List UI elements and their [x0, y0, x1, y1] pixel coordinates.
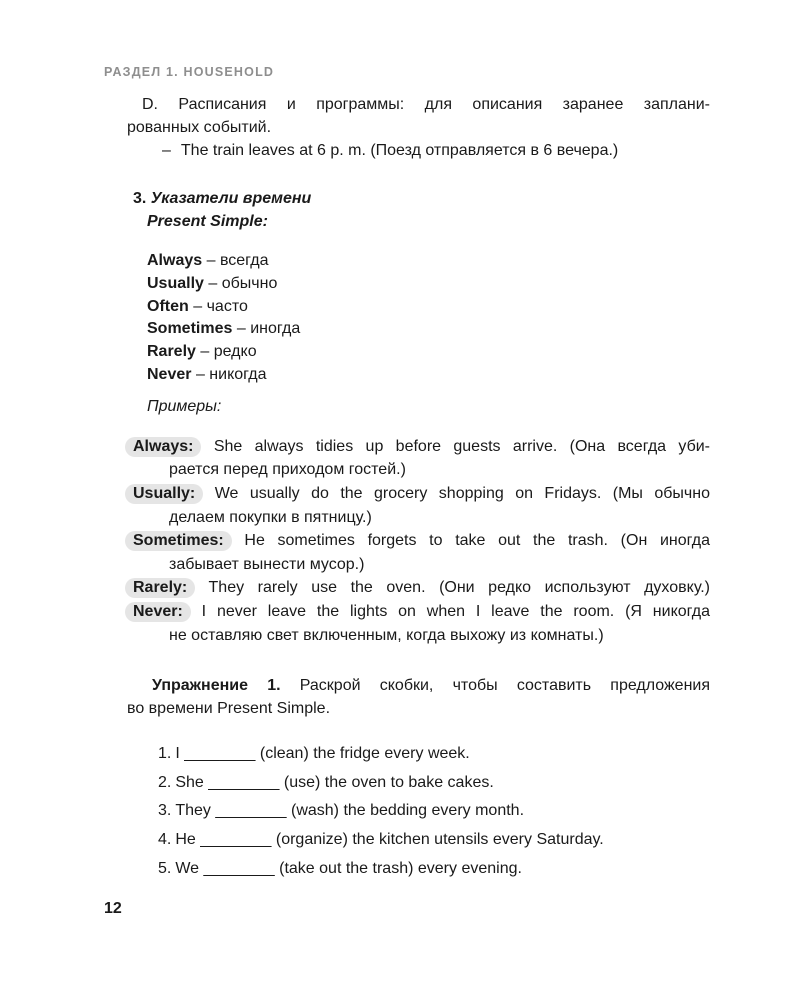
example-train-text: The train leaves at 6 p. m. (Поезд отправляется в 6 вечера.)	[180, 142, 619, 159]
task-number: 3.	[158, 802, 172, 820]
adverb-ru: всегда	[219, 252, 269, 269]
example-sometimes	[133, 529, 710, 576]
adverb-ru: редко	[213, 343, 257, 361]
adverb-en: Usually	[147, 274, 204, 292]
adverb-en: Always	[147, 252, 203, 269]
adverb-en: Often	[147, 297, 189, 315]
list-item	[147, 273, 710, 296]
dash-separator: –	[195, 365, 205, 383]
task-item	[158, 742, 710, 765]
adverb-ru: иногда	[250, 320, 301, 338]
frequency-badge: Rarely:	[125, 578, 195, 598]
task-number: 1.	[158, 745, 172, 763]
running-head: РАЗДЕЛ 1. HOUSEHOLD	[104, 65, 275, 79]
adverb-ru: обычно	[221, 274, 278, 292]
example-first-line	[133, 529, 710, 553]
task-item	[158, 828, 710, 851]
list-item	[147, 250, 710, 273]
section3-number: 3.	[133, 190, 147, 207]
frequency-badge: Sometimes:	[125, 531, 232, 551]
list-item	[147, 364, 710, 387]
exercise-intro	[127, 674, 710, 720]
example-text: They rarely use the oven. (Они редко используют духовку.)	[208, 579, 711, 597]
example-text: I never leave the lights on when I leave the room. (Я никогда	[201, 602, 710, 620]
examples-block	[127, 435, 710, 647]
list-item	[147, 296, 710, 319]
example-continuation: забывает вынести мусор.)	[169, 555, 365, 573]
examples-label: Примеры:	[147, 397, 222, 415]
frequency-badge: Usually:	[125, 484, 203, 504]
present-simple-subtitle: Present Simple:	[147, 213, 268, 230]
dash-separator: –	[206, 252, 216, 269]
list-item	[147, 318, 710, 341]
adverb-ru: часто	[206, 297, 248, 315]
task-text: He ________ (organize) the kitchen utensils every Saturday.	[175, 830, 604, 848]
frequency-badge: Never:	[125, 602, 191, 622]
exercise-instructions: Раскрой скобки, чтобы составить предложения	[299, 677, 710, 695]
task-text: I ________ (clean) the fridge every week.	[175, 745, 470, 763]
page-body	[127, 0, 710, 885]
example-first-line	[133, 576, 711, 600]
example-text: She always tidies up before guests arrive. (Она всегда уби-	[213, 437, 710, 455]
adverb-en: Sometimes	[147, 320, 233, 338]
example-continuation: рается перед приходом гостей.)	[169, 461, 406, 479]
example-usually	[133, 482, 711, 529]
paragraph-d	[127, 93, 710, 139]
paragraph-d-line2: рованных событий.	[127, 119, 272, 136]
section3-title: Указатели времени	[150, 190, 312, 207]
frequency-badge: Always:	[125, 437, 201, 457]
example-train-sentence	[162, 139, 710, 162]
task-item	[158, 771, 710, 794]
exercise-intro-line2: во времени Present Simple.	[127, 700, 331, 718]
example-never	[133, 600, 710, 647]
example-always	[133, 435, 710, 482]
example-text: We usually do the grocery shopping on Fridays. (Мы обычно	[214, 484, 711, 502]
example-continuation: делаем покупки в пятницу.)	[169, 508, 372, 526]
page-number: 12	[104, 900, 122, 917]
task-text: She ________ (use) the oven to bake cakes.	[175, 773, 494, 791]
example-first-line	[133, 600, 710, 624]
paragraph-d-line1: D. Расписания и программы: для описания заранее заплани-	[142, 96, 710, 113]
example-rarely	[133, 576, 711, 600]
adverb-en: Never	[147, 365, 192, 383]
example-text: He sometimes forgets to take out the trash. (Он иногда	[244, 532, 710, 550]
task-text: We ________ (take out the trash) every evening.	[175, 859, 522, 877]
example-first-line	[133, 482, 711, 506]
adverb-en: Rarely	[147, 343, 196, 361]
example-first-line	[133, 435, 710, 459]
exercise-task-list	[158, 742, 710, 879]
list-item	[147, 341, 710, 364]
dash-separator: –	[208, 274, 218, 292]
task-number: 2.	[158, 773, 172, 791]
adverb-list	[147, 250, 710, 387]
dash-separator: –	[236, 320, 246, 338]
task-item	[158, 857, 710, 880]
adverb-ru: никогда	[209, 365, 267, 383]
dash-separator: –	[193, 297, 203, 315]
exercise-title: Упражнение 1.	[152, 677, 281, 695]
bullet-dash: –	[162, 142, 171, 159]
task-text: They ________ (wash) the bedding every month.	[175, 802, 525, 820]
task-number: 4.	[158, 830, 172, 848]
dash-separator: –	[200, 343, 210, 361]
task-item	[158, 799, 710, 822]
task-number: 5.	[158, 859, 172, 877]
example-continuation: не оставляю свет включенным, когда выхожу из комнаты.)	[169, 626, 604, 644]
exercise-intro-line1	[127, 674, 710, 697]
section3-heading	[127, 187, 710, 210]
